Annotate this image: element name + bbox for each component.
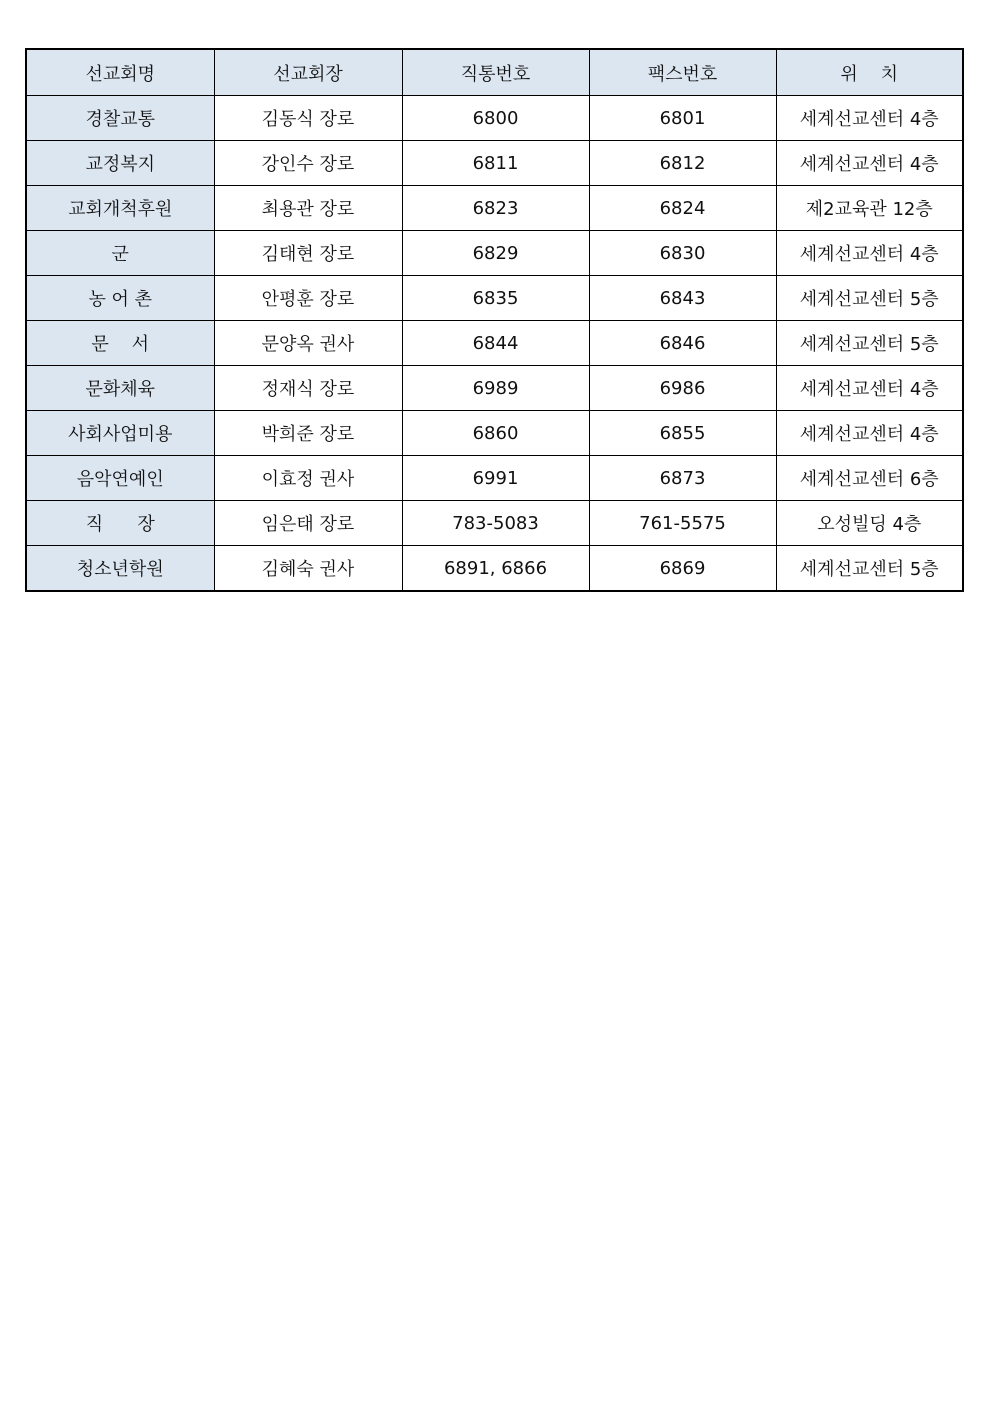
- leader-cell: 이효정 권사: [214, 456, 402, 501]
- leader-cell: 김태현 장로: [214, 231, 402, 276]
- fax-number-cell: 761-5575: [589, 501, 776, 546]
- mission-name-cell: 경찰교통: [26, 96, 214, 141]
- fax-number-cell: 6855: [589, 411, 776, 456]
- table-row: [26, 411, 963, 456]
- leader-cell: 최용관 장로: [214, 186, 402, 231]
- mission-name-cell: 교회개척후원: [26, 186, 214, 231]
- location-cell: 세계선교센터 4층: [776, 411, 963, 456]
- location-cell: 세계선교센터 5층: [776, 276, 963, 321]
- mission-directory-table: [25, 48, 964, 592]
- location-cell: 세계선교센터 5층: [776, 546, 963, 592]
- table-row: [26, 321, 963, 366]
- direct-number-cell: 6891, 6866: [402, 546, 589, 592]
- header-leader: 선교회장: [214, 49, 402, 96]
- leader-cell: 박희준 장로: [214, 411, 402, 456]
- location-cell: 세계선교센터 4층: [776, 141, 963, 186]
- leader-cell: 김혜숙 권사: [214, 546, 402, 592]
- header-fax-number: 팩스번호: [589, 49, 776, 96]
- table-row: [26, 141, 963, 186]
- header-direct-number: 직통번호: [402, 49, 589, 96]
- location-cell: 세계선교센터 4층: [776, 231, 963, 276]
- mission-name-cell: 사회사업미용: [26, 411, 214, 456]
- fax-number-cell: 6986: [589, 366, 776, 411]
- header-location: 위 치: [776, 49, 963, 96]
- direct-number-cell: 6835: [402, 276, 589, 321]
- location-cell: 오성빌딩 4층: [776, 501, 963, 546]
- leader-cell: 정재식 장로: [214, 366, 402, 411]
- header-mission-name: 선교회명: [26, 49, 214, 96]
- table-row: [26, 96, 963, 141]
- mission-name-cell: 직 장: [26, 501, 214, 546]
- mission-name-cell: 교정복지: [26, 141, 214, 186]
- direct-number-cell: 783-5083: [402, 501, 589, 546]
- mission-name-cell: 문화체육: [26, 366, 214, 411]
- direct-number-cell: 6811: [402, 141, 589, 186]
- fax-number-cell: 6846: [589, 321, 776, 366]
- leader-cell: 강인수 장로: [214, 141, 402, 186]
- leader-cell: 문양옥 권사: [214, 321, 402, 366]
- table-row: [26, 456, 963, 501]
- header-row: [26, 49, 963, 96]
- leader-cell: 임은태 장로: [214, 501, 402, 546]
- direct-number-cell: 6829: [402, 231, 589, 276]
- table-row: [26, 186, 963, 231]
- location-cell: 세계선교센터 4층: [776, 96, 963, 141]
- fax-number-cell: 6843: [589, 276, 776, 321]
- leader-cell: 김동식 장로: [214, 96, 402, 141]
- direct-number-cell: 6800: [402, 96, 589, 141]
- location-cell: 세계선교센터 4층: [776, 366, 963, 411]
- table-row: [26, 546, 963, 592]
- table-row: [26, 276, 963, 321]
- table-header: [26, 49, 963, 96]
- fax-number-cell: 6824: [589, 186, 776, 231]
- mission-name-cell: 군: [26, 231, 214, 276]
- mission-name-cell: 농 어 촌: [26, 276, 214, 321]
- location-cell: 세계선교센터 6층: [776, 456, 963, 501]
- fax-number-cell: 6869: [589, 546, 776, 592]
- direct-number-cell: 6844: [402, 321, 589, 366]
- fax-number-cell: 6812: [589, 141, 776, 186]
- table-row: [26, 501, 963, 546]
- mission-name-cell: 문 서: [26, 321, 214, 366]
- mission-name-cell: 음악연예인: [26, 456, 214, 501]
- table-body: [26, 96, 963, 592]
- direct-number-cell: 6991: [402, 456, 589, 501]
- location-cell: 제2교육관 12층: [776, 186, 963, 231]
- table-row: [26, 231, 963, 276]
- fax-number-cell: 6801: [589, 96, 776, 141]
- direct-number-cell: 6989: [402, 366, 589, 411]
- fax-number-cell: 6873: [589, 456, 776, 501]
- mission-name-cell: 청소년학원: [26, 546, 214, 592]
- direct-number-cell: 6823: [402, 186, 589, 231]
- table-row: [26, 366, 963, 411]
- fax-number-cell: 6830: [589, 231, 776, 276]
- location-cell: 세계선교센터 5층: [776, 321, 963, 366]
- direct-number-cell: 6860: [402, 411, 589, 456]
- leader-cell: 안평훈 장로: [214, 276, 402, 321]
